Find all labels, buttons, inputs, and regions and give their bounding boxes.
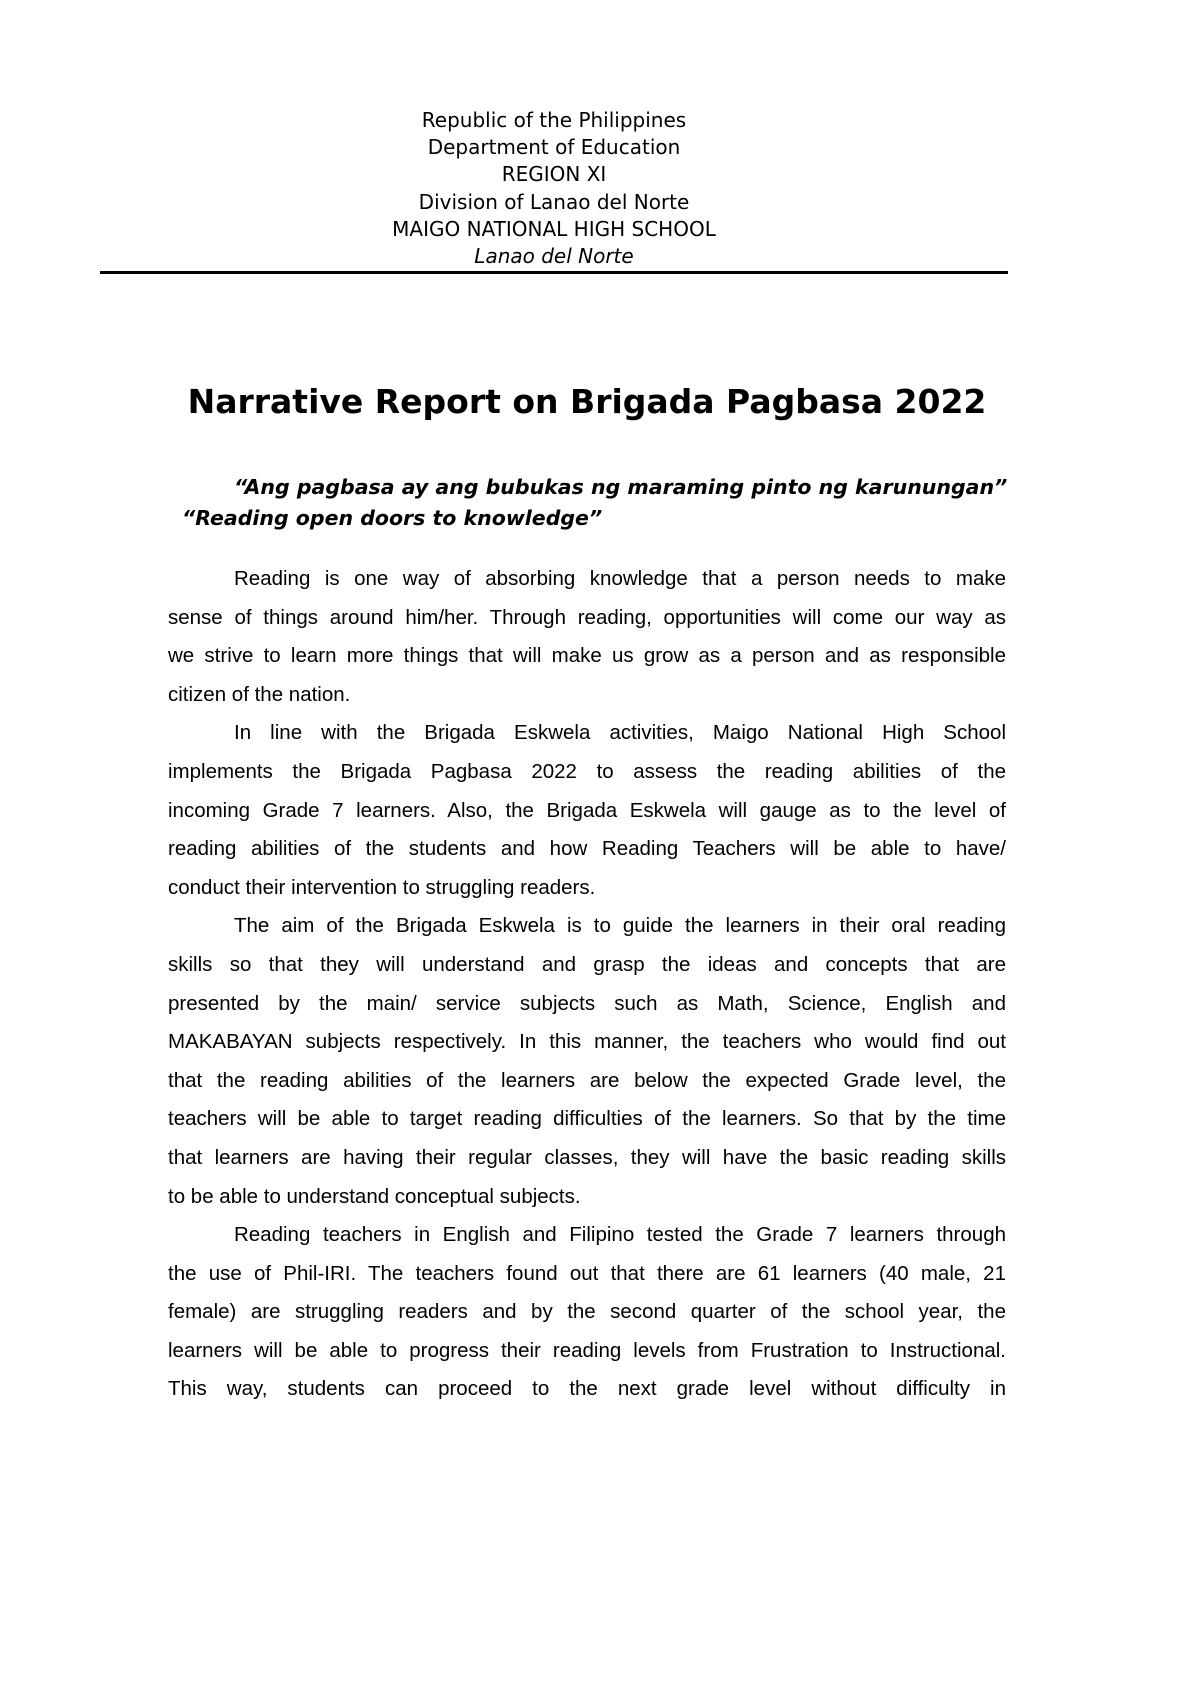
text-line: conduct their intervention to struggling readers. xyxy=(168,875,596,899)
text-line: presented by the main/ service subjects such as Math, Science, English and xyxy=(168,991,1006,1015)
text-line: sense of things around him/her. Through reading, opportunities will come our way as xyxy=(168,605,1006,629)
text-line: citizen of the nation. xyxy=(168,682,351,706)
letterhead-line: Department of Education xyxy=(427,135,681,160)
text-line: MAKABAYAN subjects respectively. In this manner, the teachers who would find out xyxy=(168,1030,1006,1054)
text-line: incoming Grade 7 learners. Also, the Brigada Eskwela will gauge as to the level of xyxy=(168,798,1006,822)
text-line: skills so that they will understand and grasp the ideas and concepts that are xyxy=(168,952,1006,976)
text-line: learners will be able to progress their reading levels from Frustration to Instructional. xyxy=(168,1338,1006,1362)
header-divider xyxy=(100,271,1008,274)
report-body xyxy=(168,560,1006,1409)
report-title: Narrative Report on Brigada Pagbasa 2022 xyxy=(187,382,987,421)
text-line: reading abilities of the students and how Reading Teachers will be able to have/ xyxy=(168,837,1006,861)
letterhead-line: Republic of the Philippines xyxy=(421,108,687,132)
letterhead-line: MAIGO NATIONAL HIGH SCHOOL xyxy=(392,216,716,241)
letterhead xyxy=(100,107,1008,270)
text-line: that learners are having their regular classes, they will have the basic reading skills xyxy=(168,1145,1006,1169)
paragraph xyxy=(168,907,1006,1216)
paragraph xyxy=(168,1216,1006,1409)
quote-english: “Reading open doors to knowledge” xyxy=(182,506,603,530)
text-line: This way, students can proceed to the next grade level without difficulty in xyxy=(168,1377,1006,1401)
paragraph xyxy=(168,560,1006,714)
text-line: the use of Phil-IRI. The teachers found out that there are 61 learners (40 male, 21 xyxy=(168,1261,1006,1285)
letterhead-line: Division of Lanao del Norte xyxy=(418,189,690,214)
text-line: we strive to learn more things that will make us grow as a person and as responsible xyxy=(168,644,1006,668)
text-line: that the reading abilities of the learners are below the expected Grade level, the xyxy=(168,1068,1006,1092)
paragraph xyxy=(168,714,1006,907)
text-line: female) are struggling readers and by the second quarter of the school year, the xyxy=(168,1300,1006,1324)
letterhead-location: Lanao del Norte xyxy=(474,244,634,269)
quote-filipino: “Ang pagbasa ay ang bubukas ng maraming pinto ng karunungan” xyxy=(234,475,1008,499)
text-line: The aim of the Brigada Eskwela is to guide the learners in their oral reading xyxy=(234,914,1006,938)
text-line: Reading is one way of absorbing knowledge that a person needs to make xyxy=(234,567,1006,590)
text-line: Reading teachers in English and Filipino tested the Grade 7 learners through xyxy=(234,1223,1006,1247)
text-line: implements the Brigada Pagbasa 2022 to assess the reading abilities of the xyxy=(168,759,1006,783)
letterhead-line: REGION XI xyxy=(501,162,607,187)
text-line: In line with the Brigada Eskwela activities, Maigo National High School xyxy=(234,721,1006,745)
text-line: to be able to understand conceptual subjects. xyxy=(168,1184,581,1208)
text-line: teachers will be able to target reading difficulties of the learners. So that by the time xyxy=(168,1107,1006,1131)
